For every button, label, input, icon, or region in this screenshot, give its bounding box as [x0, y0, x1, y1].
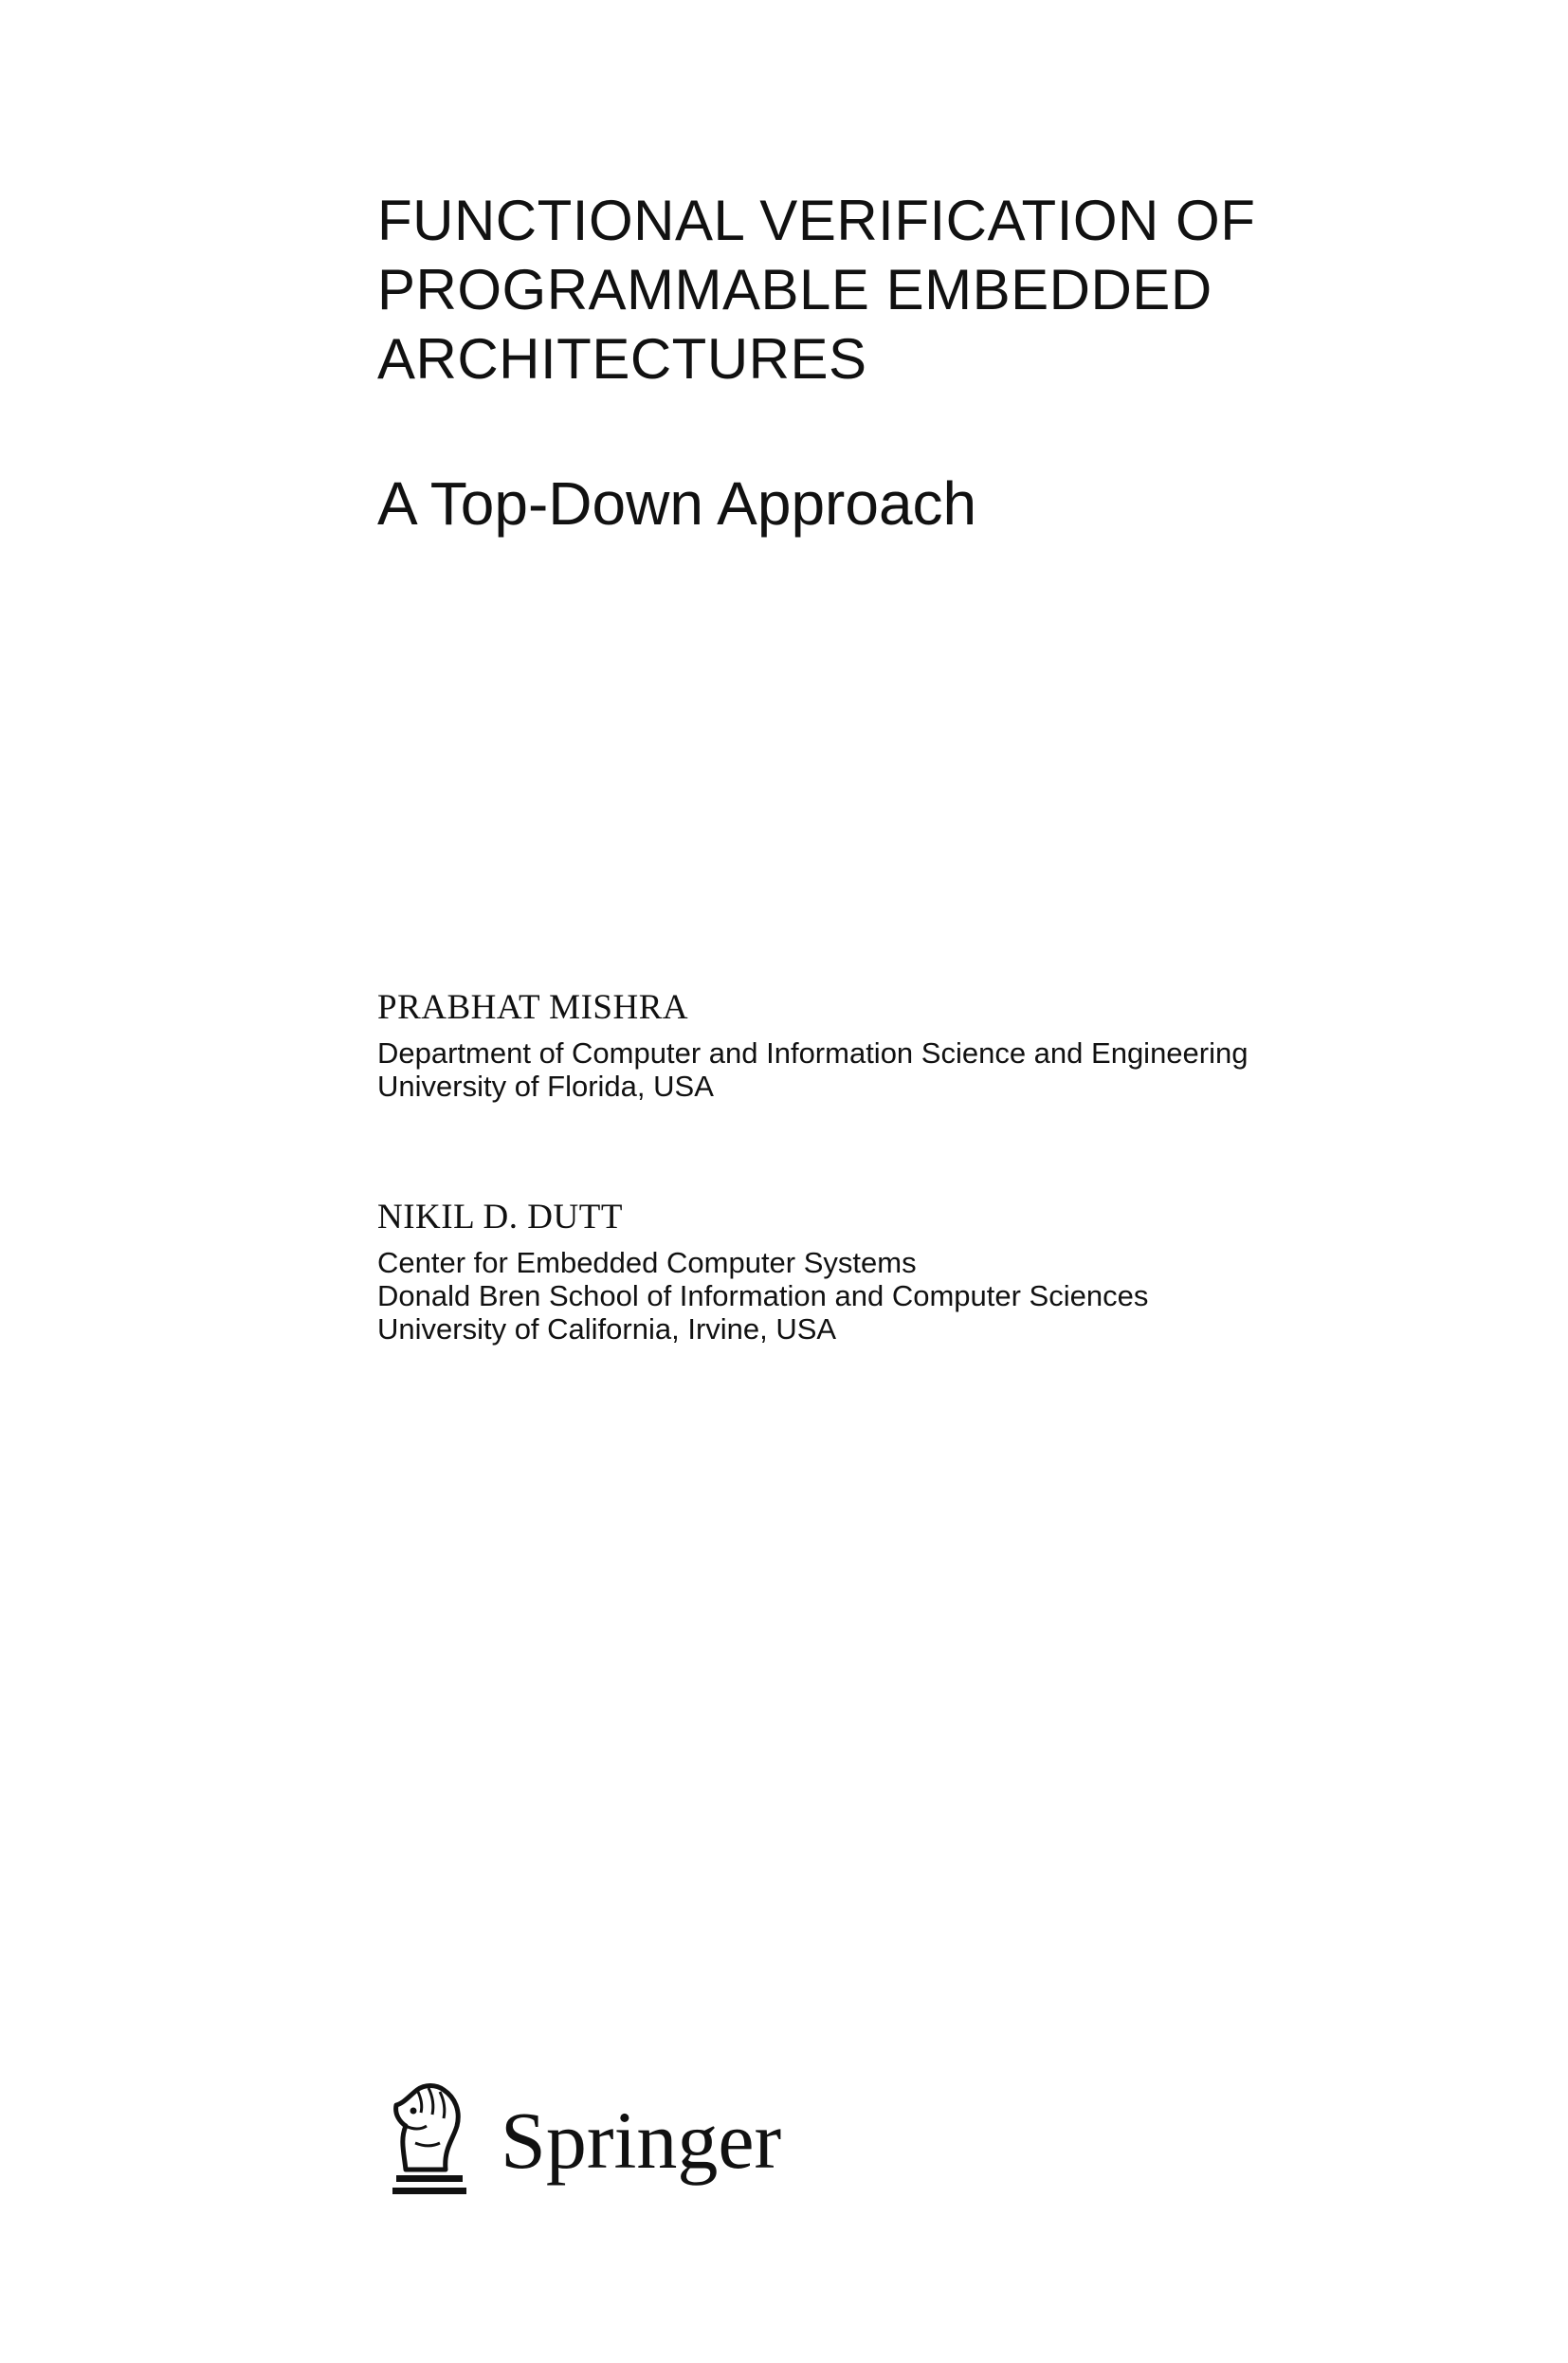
publisher-name: Springer	[501, 2095, 782, 2186]
author-2-affiliation-line-1: Center for Embedded Computer Systems	[377, 1246, 917, 1279]
author-block-1	[377, 987, 1515, 1103]
springer-horse-logo-icon	[377, 2077, 482, 2200]
book-title	[377, 186, 1468, 394]
book-subtitle: A Top-Down Approach	[377, 469, 977, 538]
author-name-2: NIKIL D. DUTT	[377, 1198, 623, 1236]
publisher-imprint	[377, 2077, 781, 2200]
author-block-2	[377, 1197, 1515, 1346]
author-1-affiliation-line-1: Department of Computer and Information Science and Engineering	[377, 1036, 1249, 1070]
book-title-line-2: PROGRAMMABLE EMBEDDED	[377, 258, 1212, 321]
book-title-line-1: FUNCTIONAL VERIFICATION OF	[377, 189, 1256, 252]
author-1-affiliation-line-2: University of Florida, USA	[377, 1070, 714, 1103]
author-2-affiliation-line-2: Donald Bren School of Information and Computer Sciences	[377, 1279, 1149, 1312]
author-name-1: PRABHAT MISHRA	[377, 988, 689, 1027]
author-2-affiliation-line-3: University of California, Irvine, USA	[377, 1312, 837, 1346]
book-title-line-3: ARCHITECTURES	[377, 327, 867, 391]
